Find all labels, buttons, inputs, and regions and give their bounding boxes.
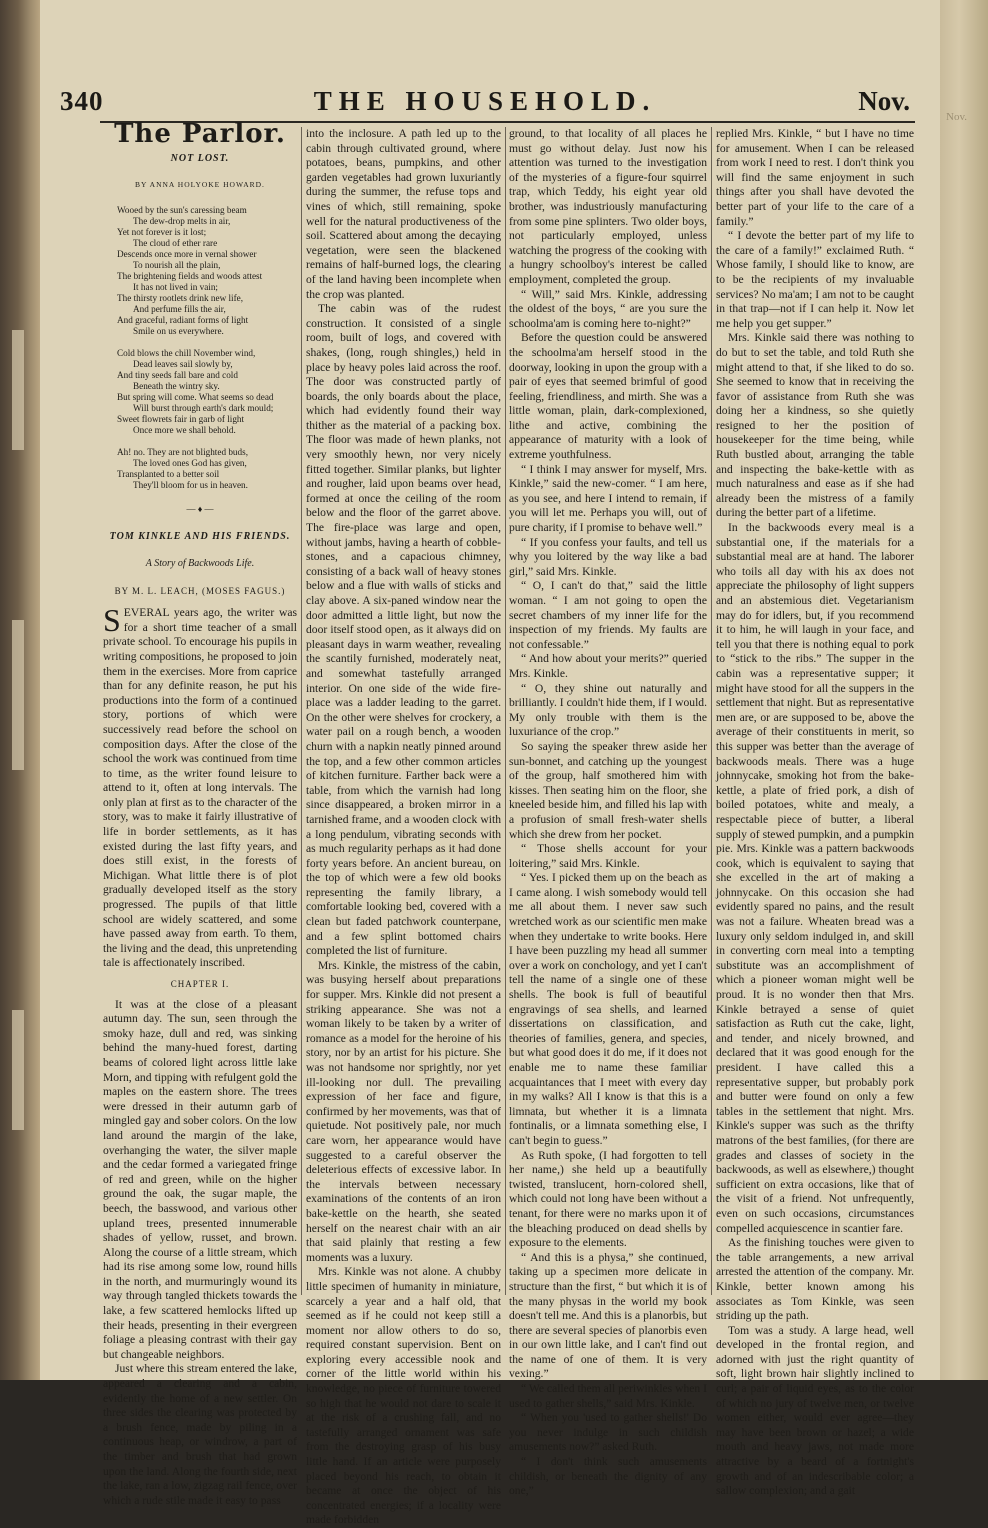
paragraph: Before the question could be answered the schoolma'am herself stood in the doorway, looking in upon the group with a pair of eyes that seemed brimful of good feeling, friendliness, and mirth. She was a little woman, plain, dark-complexioned, lithe and active, combining the appearance of maturity with a look of extreme youthfulness.: [509, 331, 707, 462]
paragraph: “ When you 'used to gather shells!' Do you never indulge in such childish amusements now?” asked Ruth.: [509, 1411, 707, 1454]
column-divider: [301, 127, 302, 1295]
poem-title: NOT LOST.: [170, 152, 230, 164]
spine-stamp: [12, 620, 24, 770]
poem: [117, 205, 297, 491]
column-2: [306, 127, 501, 1527]
paragraph: “ And how about your merits?” queried Mrs. Kinkle.: [509, 652, 707, 680]
paragraph: “ O, I can't do that,” said the little woman. “ I am not going to open the secret chambers of my inner life for the inspection of my friends. My faults are not confessable.”: [509, 579, 707, 651]
poem-line: And graceful, radiant forms of light: [117, 314, 249, 325]
paragraph: “ Those shells account for your loitering,” said Mrs. Kinkle.: [509, 842, 707, 870]
book-spine: [0, 0, 40, 1380]
poem-line: Sweet flowrets fair in garb of light: [117, 413, 245, 424]
poem-line: Smile on us everywhere.: [133, 325, 224, 336]
poem-line: Cold blows the chill November wind,: [117, 347, 256, 358]
spine-stamp: [12, 330, 24, 450]
poem-line: To nourish all the plain,: [133, 259, 221, 270]
paragraph: “ Will,” said Mrs. Kinkle, addressing the oldest of the boys, “ are you sure the schoolma'am is coming here to-night?”: [509, 287, 707, 330]
paragraph: So saying the speaker threw aside her sun-bonnet, and catching up the youngest of the group, half smothered him with kisses. Then seating him on the floor, she kneeled beside him, and filled his lap with a profusion of small fresh-water shells which she drew from her pocket.: [509, 739, 707, 841]
poem-line: But spring will come. What seems so dead: [117, 391, 274, 402]
column-4: [716, 127, 914, 1498]
page-number: 340: [60, 86, 104, 116]
poem-line: The thirsty rootlets drink new life,: [117, 292, 244, 303]
paragraph: Mrs. Kinkle was not alone. A chubby little specimen of humanity in miniature, scarcely a year and a half old, that seemed as if he could not keep still a moment nor allow others to do so, required constant supervision. Bent on exploring every accessible nook and corner of the little world within his knowledge, no piece of furniture towered so high that he would not dare to scale it at the risk of a crushing fall, and no tastefully arranged ornament was safe from the destroying grasp of his busy little hand. If an article were purposely placed beyond his reach, to obtain it became at once the object of his concentrated energies; if a locality were made forbidden: [306, 1265, 501, 1527]
paragraph: As Ruth spoke, (I had forgotten to tell her name,) she held up a beautifully twisted, translucent, horn-colored shell, which could not long have been without a tenant, for there were no marks upon it of the bleaching produced on dead shells by exposure to the elements.: [509, 1148, 707, 1250]
paragraph: “ If you confess your faults, and tell us why you loitered by the way like a bad girl,” said Mrs. Kinkle.: [509, 535, 707, 578]
poem-line: It has not lived in vain;: [133, 281, 218, 292]
story-title: TOM KINKLE AND HIS FRIENDS.: [109, 531, 291, 543]
story-byline: BY M. L. LEACH, (MOSES FAGUS.): [114, 585, 286, 596]
paragraph: “ I don't think such amusements childish, or beneath the dignity of any one,”: [509, 1455, 707, 1498]
drop-cap: S: [103, 602, 121, 639]
poem-line: Once more we shall behold.: [133, 424, 236, 435]
paragraph: “ O, they shine out naturally and brilliantly. I couldn't hide them, if I would. My only trouble with them is the luxuriance of the crop.”: [509, 681, 707, 739]
column-1: [103, 119, 297, 1507]
paragraph: “ I devote the better part of my life to the care of a family!” exclaimed Ruth. “ Whose family, I should like to know, are to be the recipients of my invaluable services? No ma'am; I am not to be caught in that trap—not if I can help it. Now let me help you get supper.”: [716, 229, 914, 330]
poem-line: They'll bloom for us in heaven.: [133, 479, 248, 490]
paragraph: into the inclosure. A path led up to the cabin through cultivated ground, where potatoes, beans, pumpkins, and other garden vegetables had grown luxuriantly during the summer, the refuse tops and vines of which, still remaining, spoke well for the natural productiveness of the soil. Scattered about among the decaying vegetation, were seen the blackened remains of half-burned logs, the clearing of the land having been incomplete when the crop was planted.: [306, 127, 501, 301]
paragraph: It was at the close of a pleasant autumn day. The sun, seen through the smoky haze, dull and red, was sinking behind the many-hued forest, darting beams of colored light across little lake Morn, and tipping with refulgent gold the maples on the eastern shore. The trees were dressed in their autumn garb of mingled gay and sober colors. On the low land around the margin of the lake, overhanging the water, the silver maple and the cedar formed a variegated fringe of red and green, while on the higher ground the oak, the sugar maple, the beech, the basswood, and various other upland trees, presented innumerable shades of yellow, russet, and brown. Along the course of a little stream, which had its rise among some low, round hills in the north, and murmuringly wound its way through tangled thickets towards the lake, a few scattered hemlocks lifted up their heads, presenting in their evergreen foliage a pleasing contrast with their gay but changeable neighbors.: [103, 997, 297, 1361]
paragraph: replied Mrs. Kinkle, “ but I have no time for amusement. When I can be released from work I need to rest. I don't think you will find the same enjoyment in such things after you shall have devoted the better part of your life to the care of a family.”: [716, 127, 914, 228]
chapter-heading: CHAPTER I.: [170, 979, 230, 989]
spine-stamp: [12, 1010, 24, 1130]
paragraph: The cabin was of the rudest construction. It consisted of a single room, built of logs, and covered with shakes, (long, rough shingles,) held in place by heavy poles laid across the roof. The door was constructed partly of boards, the only boards about the place, which had evidently found their way thither as the material of a packing box. The floor was made of hewn planks, not very smoothly hewn, nor very nicely fitted together. Similar planks, but lighter and rougher, laid upon beams over head, formed at once the ceiling of the room below and the floor of the garret above. The fire-place was large and open, without jambs, having a hearth of cobble-stones, and a capacious chimney, consisting of a back wall of heavy stones below and a flue with walls of sticks and clay above. A six-paned window near the door admitted a little light, but now the door itself stood open, as it always did on pleasant days in warm weather, revealing the scantily furnished, moderately neat, and somewhat tastefully arranged interior. On one side of the wide fire-place was a ladder leading to the garret. On the other were shelves for crockery, a water pail on a rough bench, a wooden churn with a napkin neatly pinned around the top, and a few other common articles of kitchen furniture. Farther back were a table, from which the varnish had long since disappeared, a broken mirror in a tarnished frame, and a wooden clock with a long pendulum, vibrating seconds with as much regularity perhaps as it had done forty years before. An ancient bureau, on the top of which were a few old books representing the family library, a comfortable looking bed, covered with a clean but faded patchwork counterpane, and a few splint bottomed chairs completed the list of furniture.: [306, 302, 501, 958]
poem-line: Dead leaves sail slowly by,: [133, 358, 233, 369]
paragraph: “ I think I may answer for myself, Mrs. Kinkle,” said the new-comer. “ I am here, as you see, and here I intend to remain, if you will let me. Perhaps you will, out of pure charity, if I promise to behave well.”: [509, 462, 707, 535]
poem-stanza: [117, 205, 297, 337]
poem-line: The brightening fields and woods attest: [117, 270, 263, 281]
column-3: [509, 127, 707, 1498]
section-separator: — ♦ —: [186, 503, 214, 514]
paragraph: Mrs. Kinkle said there was nothing to do but to set the table, and told Ruth she might attend to that, if she liked to do so. She seemed to know that in receiving the favor of assistance from Ruth she was doing her a kindness, so she quietly resigned to her the position of housekeeper for the time being, while Ruth bustled about, arranging the table and inspecting the bake-kettle with as much naturalness and ease as if she had already been the mistress of a family during the better part of a lifetime.: [716, 331, 914, 520]
poem-stanza: [117, 447, 297, 491]
paragraph: In the backwoods every meal is a substantial one, if the materials for a substantial meal are at hand. The laborer who toils all day with his ax does not appreciate the philosophy of light suppers and an abstemious diet. Vegetarianism may do for idlers, but, if you recommend it to him, he will laugh in your face, and tell you that there is nothing equal to pork to “stick to the ribs.” The supper in the cabin was a representative supper; it might have stood for all the suppers in the settlement that night. But as representative men are, or are supposed to be, above the average of their constituents in merit, so this supper was better than the average of backwoods meals. There was a huge johnnycake, smoking hot from the bake-kettle, a plate of fried pork, a dish of boiled potatoes, white and mealy, a respectable piece of butter, a liberal supply of stewed pumpkin, and a pumpkin pie. Mrs. Kinkle was a pattern backwoods cook, which is equivalent to saying that she excelled in the art of making a johnnycake. On this occasion she had evidently spared no pains, and the result was not a failure. Wheaten bread was a luxury only seldom indulged in, and skill in converting corn meal into a tempting substitute was an accomplishment of which a pioneer woman might well be proud. It is no wonder then that Mrs. Kinkle betrayed a sense of quiet satisfaction as Ruth cut the cake, light, and tender, and nicely browned, and declared that it was good enough for the president. I have called this a representative supper, but probably pork and butter were found on only a few tables in the settlement that night. Mrs. Kinkle's supper was such as the thrifty matrons of the best families, (for there are grades and classes of society in the backwoods, as well as elsewhere,) thought sufficient on extra occasions, like that of the visit of a friend. Not unfrequently, even on such occasions, circumstances compelled acquiescence in scantier fare.: [716, 521, 914, 1235]
poem-line: And perfume fills the air,: [133, 303, 226, 314]
poem-line: Yet not forever is it lost;: [117, 226, 207, 237]
paragraph: “ Yes. I picked them up on the beach as I came along. I wish somebody would tell me all about them. I never saw such wretched work as our scientific men make when they undertake to write books. Here I have been puzzling my head all summer over a work on conchology, and yet I can't tell the name of a single one of these shells. The book is full of beautiful engravings of sea shells, and learned dissertations on classification, and theories of families, genera, and species, but what good does it do me, if it does not enable me to name these familiar acquaintances that I meet with every day in my walks? All I know is that this is a limnata, but whether it is a limnata fontinalis, or a limnata something else, I can't begin to guess.”: [509, 871, 707, 1147]
department-heading: The Parlor.: [114, 119, 286, 149]
story-subtitle: A Story of Backwoods Life.: [145, 557, 255, 569]
poem-line: The loved ones God has given,: [133, 457, 247, 468]
poem-line: Transplanted to a better soil: [117, 468, 220, 479]
paragraph: ground, to that locality of all places he must go without delay. Just now his attention was turned to the investigation of the mysteries of a figure-four squirrel trap, which Teddy, his eight year old brother, was industriously manufacturing from some pine splinters. Two older boys, not particularly employed, unless watching the progress of the cooking with a hungry schoolboy's interest be called employment, completed the group.: [509, 127, 707, 286]
story-intro-text: EVERAL years ago, the writer was for a short time teacher of a small private school. To encourage his pupils in writing compositions, he proposed to join them in the exercises. More from caprice than for any definite reason, he put his productions into the form of a continued story, portions of which were successively read before the school on composition days. After the close of the school the work was continued from time to time, as the writer found leisure to attend to it, often at long intervals. The only plan at first as to the character of the story, was to make it fairly illustrative of life in border settlements, as it has existed during the last fifty years, and does still exist, in the forests of Michigan. What little there is of plot gradually developed itself as the story progressed. The pupils of that little school are widely scattered, and some have passed away from earth. To them, the living and the dead, this unpretending tale is affectionately inscribed.: [103, 606, 297, 970]
poem-line: Wooed by the sun's caressing beam: [117, 204, 247, 215]
paragraph: Just where this stream entered the lake, appeared a clearing and a cabin, evidently the home of a new settler. On three sides the clearing was protected by a brush fence, made by piling in a continuous heap, or windrow, a part of the timber and brush that had grown upon the land. Along the fourth side, next the lake, ran a low, zigzag rail fence, over which a rude stile made it easy to pass: [103, 1362, 297, 1507]
poem-line: And tiny seeds fall bare and cold: [117, 369, 238, 380]
poem-byline: BY ANNA HOLYOKE HOWARD.: [135, 180, 265, 190]
page-month: Nov.: [858, 86, 910, 116]
paragraph: “ And this is a physa,” she continued, taking up a specimen more delicate in structure than the first, “ but which it is of the many physas in the world my book doesn't tell me. And this is a planorbis, but there are several species of planorbis even in our own little lake, and I can't find out the name of one of them. It is very vexing.”: [509, 1250, 707, 1381]
page-title: THE HOUSEHOLD.: [313, 86, 657, 116]
adjacent-page-month: Nov.: [946, 111, 967, 123]
column-divider: [505, 127, 506, 1295]
paragraph: As the finishing touches were given to the table arrangements, a new arrival arrested the attention of the company. Mr. Kinkle, better known among his associates as Tom Kinkle, was seen striding up the path.: [716, 1236, 914, 1323]
column-divider: [711, 127, 712, 1295]
poem-line: Descends once more in vernal shower: [117, 248, 257, 259]
story-intro: [103, 602, 297, 971]
adjacent-page-edge: [940, 0, 988, 1380]
poem-line: Will burst through earth's dark mould;: [133, 402, 274, 413]
poem-line: The cloud of ether rare: [133, 237, 218, 248]
poem-line: The dew-drop melts in air,: [133, 215, 231, 226]
paragraph: Tom was a study. A large head, well developed in the frontal region, and adorned with just the right quantity of soft, light brown hair slightly inclined to curl; a pair of liquid eyes, as to the color of which no jury of twelve men, or twelve women either, would ever agree—they may have been brown or hazel; a wide mouth and heavy jaws, not made more attractive by a beard of a fortnight's growth and of an indescribable color; a sallow complexion; and a gait: [716, 1323, 914, 1498]
paragraph: Mrs. Kinkle, the mistress of the cabin, was busying herself about preparations for supper. Mrs. Kinkle did not present a striking appearance. She was not a woman likely to be taken by a writer of romance as a model for the heroine of his story, nor by an artist for his picture. She was not handsome nor sprightly, nor yet ill-looking nor dull. The prevailing expression of her face and figure, confirmed by her movements, was that of quietude. Not positively pale, nor much care worn, her appearance would have suggested to a careful observer the deleterious effects of excessive labor. In the intervals between necessary examinations of the contents of an iron bake-kettle on the hearth, she seated herself on the nearest chair with an air that said plainly that resting a few moments was a luxury.: [306, 958, 501, 1264]
poem-stanza: [117, 348, 297, 436]
poem-line: Beneath the wintry sky.: [133, 380, 220, 391]
poem-line: Ah! no. They are not blighted buds,: [117, 446, 248, 457]
paragraph: “ We called them all periwinkles when I used to gather shells,” said Mrs. Kinkle.: [509, 1382, 707, 1410]
